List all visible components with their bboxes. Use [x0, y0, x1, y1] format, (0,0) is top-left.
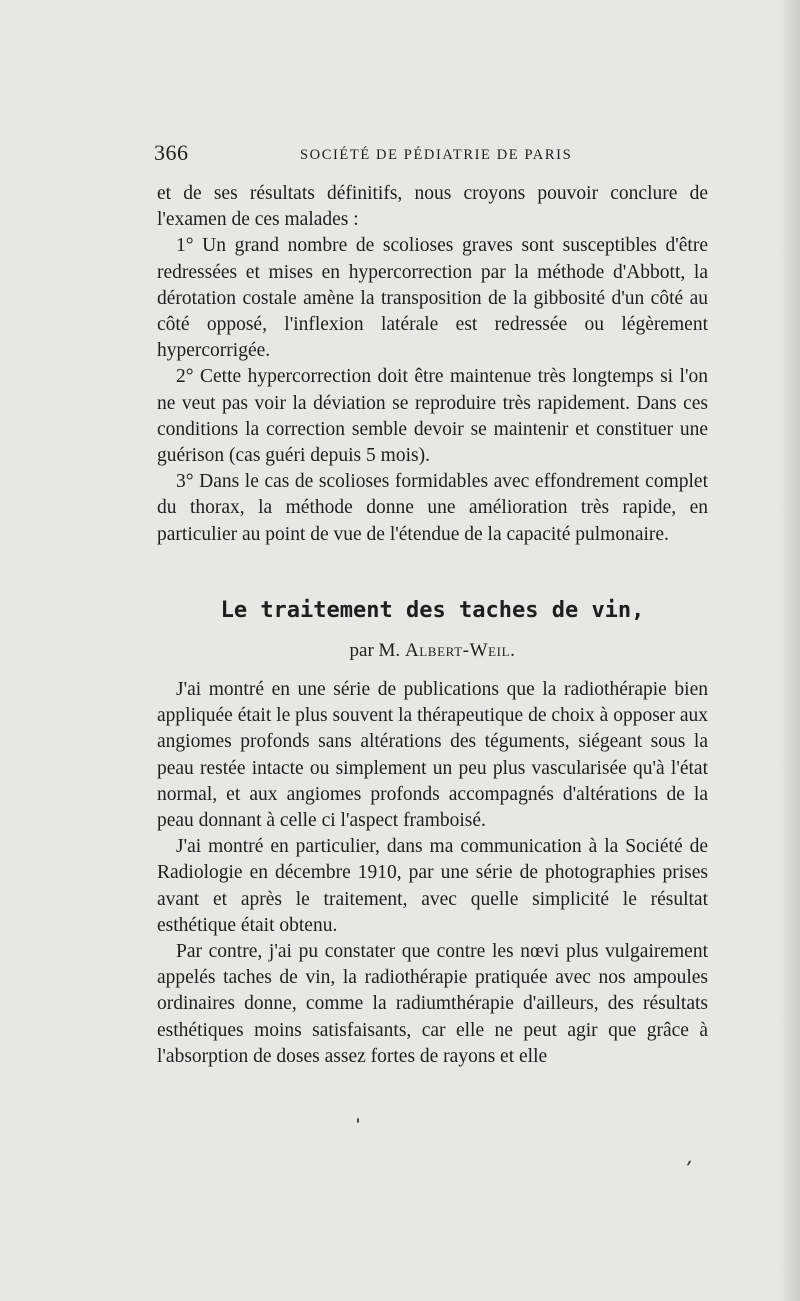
page-number: 366 — [154, 140, 189, 165]
paragraph-continuation: et de ses résultats définitifs, nous croyons pouvoir conclure de l'examen de ces malades : — [157, 183, 708, 231]
conclusion-point-3: 3° Dans le cas de scolioses formidables avec effondrement complet du thorax, la méthode donne une amélioration très rapide, en particulier au point de vue de l'étendue de la capacité pulmonaire. — [157, 471, 708, 545]
scan-speck — [687, 1160, 692, 1166]
article-body — [157, 677, 708, 1070]
conclusion-point-2: 2° Cette hypercorrection doit être maintenue très longtemps si l'on ne veut pas voir la déviation se reproduire très rapidement. Dans ces conditions la correction semble devoir se maintenir et constituer une guérison (cas guéri depuis 5 mois). — [157, 366, 708, 467]
page-header — [154, 140, 714, 172]
conclusions-section — [157, 181, 708, 548]
article-paragraph: J'ai montré en particulier, dans ma communication à la Société de Radiologie en décembre 1910, par une série de photographies prises avant et après le traitement, avec quelle simplicité le résultat esthétique était obtenu. — [157, 836, 708, 936]
running-title: SOCIÉTÉ DE PÉDIATRIE DE PARIS — [300, 147, 573, 163]
article-byline — [157, 640, 708, 662]
article-paragraph: Par contre, j'ai pu constater que contre les nœvi plus vulgairement appelés taches de vin, la radiothérapie pratiquée avec nos ampoules ordinaires donne, comme la radiumthérapie d'ailleurs, des résultats esthétiques moins satisfaisants, car elle ne peut agir que grâce à l'absorption de doses assez fortes de rayons et elle — [157, 941, 708, 1067]
article-paragraph: J'ai montré en une série de publications que la radiothérapie bien appliquée était le plus souvent la thérapeutique de choix à opposer aux angiomes profonds sans altérations des téguments, siégeant sous la peau restée intacte ou simplement un peu plus vascularisée qu'à l'état normal, et aux angiomes profonds accompagnés d'altérations de la peau donnant à celle ci l'aspect framboisé. — [157, 679, 708, 832]
conclusion-point-1: 1° Un grand nombre de scolioses graves sont susceptibles d'être redressées et mises en hypercorrection par la méthode d'Abbott, la dérotation costale amène la transposition de la gibbosité d'un côté au côté opposé, l'inflexion latérale est redressée ou légèrement hypercorrigée. — [157, 235, 708, 362]
author-name: Albert-Weil. — [404, 640, 516, 661]
byline-prefix: par M. — [349, 640, 401, 661]
article-title: Le traitement des taches de vin, — [220, 598, 645, 623]
scan-speck — [357, 1118, 359, 1123]
page-edge-shadow — [778, 0, 800, 1301]
